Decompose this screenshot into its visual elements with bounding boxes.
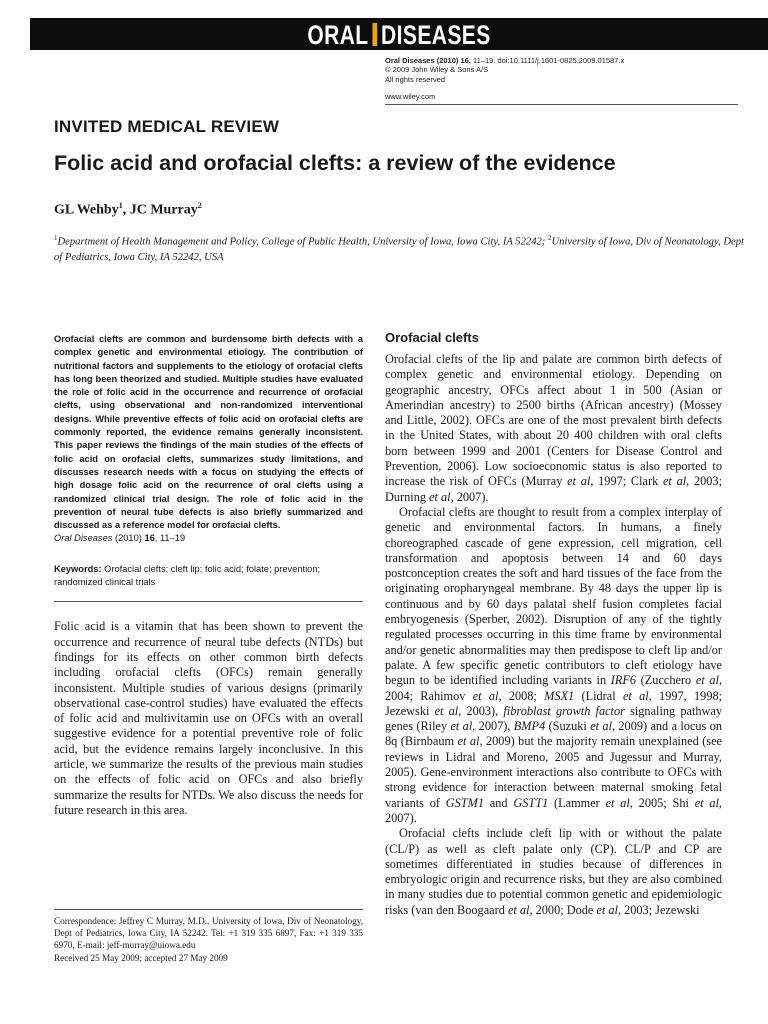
abstract-text: Orofacial clefts are common and burdensome birth defects with a complex genetic and environmental etiology. The contribution of nutritional factors and supplements to the etiology of orofacial clefts has long been theorized and studied. Multiple studies have evaluated the role of folic acid in the occurrence and recurrence of orofacial clefts, using observational and non-randomized interventional designs. While preventive effects of folic acid on orofacial clefts are commonly reported, the evidence remains generally inconsistent. This paper reviews the findings of the main studies of the effects of folic acid on orofacial clefts, summarizes study limitations, and discusses research needs with a focus on studying the effects of high dosage folic acid on the recurrence of oral clefts using a randomized clinical trial design. The role of folic acid in the prevention of neural tube defects is also briefly summarized and discussed as a reference model for orofacial clefts. xyxy=(54,334,363,531)
journal-logo-right: DISEASES xyxy=(381,20,491,50)
article-title: Folic acid and orofacial clefts: a review of the evidence xyxy=(54,151,616,175)
text-run: (Lammer xyxy=(548,795,606,810)
text-run: , 2007). xyxy=(450,489,489,504)
keywords xyxy=(54,563,363,590)
author-name: GL Wehby xyxy=(54,202,119,218)
journal-logo-left: ORAL xyxy=(307,20,369,50)
rights-line: All rights reserved xyxy=(385,74,446,84)
correspondence-footnote xyxy=(54,909,363,964)
text-run: , 2000; Dode xyxy=(529,902,597,917)
italic-run: et al xyxy=(472,688,499,703)
left-column xyxy=(54,333,363,818)
affiliation-mark: 1 xyxy=(54,234,58,242)
journal-reference xyxy=(54,532,363,545)
italic-run: et al xyxy=(567,474,591,489)
text-run: (Lidral xyxy=(574,688,623,703)
italic-run: et al xyxy=(507,902,530,917)
text-run: , 2005; Shi xyxy=(629,795,695,810)
reference-year: (2010) xyxy=(112,533,145,544)
text-run: Orofacial clefts of the lip and palate are common birth defects of complex genetic and environmental etiology. Depending on geographic ancestry, OFCs affect about 1 in 500 (Asian or Amerindian ancestry) to 2500 births (African ancestry) (Mossey and Little, 2002). OFCs are one of the most prevalent birth defects in the United States, with about 20 400 children with oral clefts born between 1999 and 2001 (Centers for Disease Control and Prevention, 2006). Low socioeconomic status is also reported to increase the risk of OFCs (Murray xyxy=(385,352,722,489)
citation-journal-volume: Oral Diseases (2010) 16, xyxy=(385,56,471,65)
right-column xyxy=(385,330,722,918)
reference-journal: Oral Diseases xyxy=(54,533,113,544)
body-paragraph xyxy=(385,505,722,826)
journal-logo xyxy=(111,18,687,50)
website-link[interactable]: www.wiley.com xyxy=(385,92,738,105)
italic-run: et al xyxy=(434,703,459,718)
keywords-list: Orofacial clefts; cleft lip; folic acid; folate; prevention; randomized clinical trials xyxy=(54,563,321,588)
author-affiliation-mark: 2 xyxy=(197,201,202,210)
copyright-line: © 2009 John Wiley & Sons A/S xyxy=(385,65,489,75)
text-run: (Suzuki xyxy=(545,719,591,734)
keywords-label: Keywords: xyxy=(54,563,102,574)
gene-name: BMP4 xyxy=(513,719,546,734)
italic-run: et al xyxy=(450,719,473,734)
text-run: , 2008; xyxy=(498,688,545,703)
section-type: INVITED MEDICAL REVIEW xyxy=(54,117,280,136)
text-run: , 2007), xyxy=(472,719,514,734)
correspondence-text: Correspondence: Jeffrey C Murray, M.D., University of Iowa, Div of Neonatology, Dept of Pediatrics, Iowa City, IA 52242. Tel: +1 319 335 6897, Fax: +1 319 335 6970, E-mail: jeff-murray@uiowa.edu xyxy=(54,916,363,951)
text-run: , 1997, 1998; Jezewski xyxy=(385,688,723,718)
gene-name: MSX1 xyxy=(544,688,575,703)
gene-name: IRF6 xyxy=(610,673,637,688)
logo-separator-bar xyxy=(372,23,377,46)
author-affiliation-mark: 1 xyxy=(118,201,123,210)
text-run: , 2003; Jezewski xyxy=(617,902,700,917)
affiliation-text: Department of Health Management and Policy, College of Public Health, University of Iowa, Iowa City, IA 52242; xyxy=(57,236,548,248)
italic-run: et al xyxy=(695,673,719,688)
text-run: Orofacial clefts include cleft lip with or without the palate (CL/P) as well as cleft palate only (CP). CL/P and CP are sometimes differentiated in studies because of differences in embryologic origin and recurrence risks, but they are also combined in many studies due to potential common genetic and epidemiologic risks (van den Boogaard xyxy=(385,826,722,917)
text-run: Orofacial clefts are thought to result from a complex interplay of genetic and environmental factors. In humans, a finely choreographed cascade of gene expression, cell migration, cell transformation and apoptosis between 14 and 60 days postconception creates the soft and hard tissues of the face from the originating oropharyngeal membrane. By 48 days the upper lip is continuous and by 60 days palatal shelf fusion completes facial embryogenesis (Sperber, 2002). Disruption of any of the tightly regulated processes occurring in this time frame by environmental and/or genetic abnormalities may then predispose to cleft lip and/or palate. A few specific genetic contributors to cleft etiology have begun to be identified including variants in xyxy=(385,504,722,688)
gene-name: GSTT1 xyxy=(513,795,549,810)
citation-line-1 xyxy=(385,56,624,65)
italic-run: et al xyxy=(694,795,719,810)
affiliations xyxy=(54,231,744,265)
introduction-paragraph: Folic acid is a vitamin that has been shown to prevent the occurrence and recurrence of neural tube defects (NTDs) but findings for its effects on other common birth defects including orofacial clefts (OFCs) remain generally inconsistent. Multiple studies of various designs (primarily observational case-control studies) have evaluated the effects of folic acid and multivitamin use on OFCs with an overall suggestive evidence for a potential preventive role of folic acid, but the evidence remains largely inconclusive. In this article, we summarize the results of the previous main studies on the effects of folic acid on OFCs and also briefly summarize the results for NTDs. We also discuss the needs for future research in this area. xyxy=(54,619,363,817)
reference-volume: 16 xyxy=(144,533,155,544)
section-divider xyxy=(54,601,363,602)
text-run: , 2009) but the majority remain unexplained (see reviews in Lidral and Moreno, 2005 and Jugessur and Murray, 2005). Gene-environment interactions also contribute to OFCs with strong evidence for interaction between maternal smoking fetal variants of xyxy=(385,734,722,810)
text-run: , 2003), xyxy=(458,703,504,718)
author-name: JC Murray xyxy=(129,202,198,218)
italic-run: et al xyxy=(662,474,687,489)
text-run: and xyxy=(484,795,514,810)
author-list xyxy=(54,201,202,219)
text-run: , 2007). xyxy=(385,795,722,825)
text-run: , 2004; Rahimov xyxy=(385,673,723,703)
italic-run: et al xyxy=(457,734,480,749)
text-run: , 2009) and a locus on 8q (Birnbaum xyxy=(385,719,722,749)
reference-pages: , 11–19 xyxy=(154,533,186,544)
affiliation-mark: 2 xyxy=(547,234,552,242)
journal-banner xyxy=(30,18,768,50)
body-paragraph xyxy=(385,352,722,505)
section-heading: Orofacial clefts xyxy=(385,330,479,345)
italic-run: et al xyxy=(622,688,649,703)
text-run: signaling pathway genes (Riley xyxy=(385,703,723,734)
citation-block xyxy=(385,56,624,84)
text-run: , 1997; Clark xyxy=(590,474,663,489)
italic-run: et al xyxy=(429,489,451,504)
gene-name: fibroblast growth factor xyxy=(503,703,625,718)
text-run: (Zucchero xyxy=(636,673,696,688)
italic-run: et al xyxy=(590,719,612,734)
text-run: , 2003; Durning xyxy=(385,474,722,504)
author-separator: , xyxy=(122,202,130,218)
received-dates: Received 25 May 2009; accepted 27 May 2009 xyxy=(54,952,228,963)
citation-doi: 11–19. doi:10.1111/j.1601-0825.2009.01587.x xyxy=(470,56,625,65)
body-paragraph xyxy=(385,826,722,918)
italic-run: et al xyxy=(605,795,630,810)
affiliation-text: University of Iowa, Div of Neonatology, Dept of Pediatrics, Iowa City, IA 52242, USA xyxy=(54,236,744,263)
gene-name: GSTM1 xyxy=(445,795,485,810)
italic-run: et al xyxy=(596,902,618,917)
